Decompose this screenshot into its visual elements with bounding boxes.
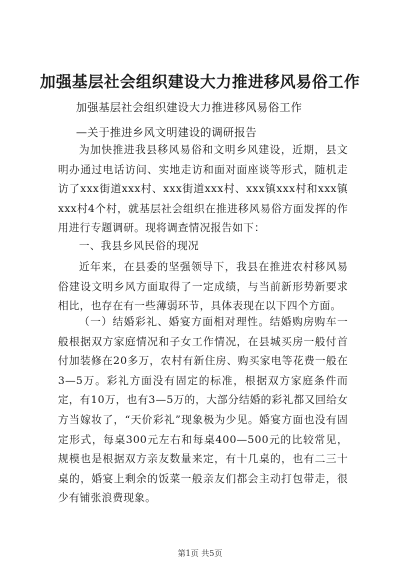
section-heading: 一、我县乡风民俗的现况 bbox=[79, 240, 199, 252]
document-sub-subtitle: —关于推进乡风文明建设的调研报告 bbox=[76, 126, 257, 139]
document-subtitle: 加强基层社会组织建设大力推进移风易俗工作 bbox=[76, 101, 302, 114]
document-title: 加强基层社会组织建设大力推进移风易俗工作 bbox=[39, 72, 360, 91]
paragraph-marriage: （一）结婚彩礼、婚宴方面相对理性。结婚购房购车一般根据双方家庭情况和子女工作情况，在县城买房一般付首付加装修在20多万，农村有新住房、购买家电等花费一般在3—5万。彩礼方面没有固定的标准，根据双方家庭条件而定，有10万，也有3—5万的，大部分结婚的彩礼都又回给女方当嫁妆了，“天价彩礼”现象极为少见。婚宴方面也没有固定形式，每桌300元左右和每桌400—500元的比较常见，规模也是根据双方亲友数量来定，有十几桌的，也有二三十桌的，婚宴上剩余的饭菜一般亲友们都会主动打包带走，很少有铺张浪费现象。 bbox=[58, 316, 348, 505]
paragraph-overview: 近年来，在县委的坚强领导下，我县在推进农村移风易俗建设文明乡风方面取得了一定成绩，与当前新形势新要求相比，也存在有一些薄弱环节，具体表现在以下四个方面。 bbox=[58, 261, 348, 313]
page-footer: 第1页 共5页 bbox=[177, 549, 223, 558]
paragraph-intro: 为加快推进我县移风易俗和文明乡风建设，近期，县文明办通过电话访问、实地走访和面对面座谈等形式，随机走访了xxx街道xxx村、xxx街道xxx村、xxx镇xxx村和xxx镇xxx村4个村，就基层社会组织在推进移风易俗方面发挥的作用进行专题调研。现将调查情况报告如下： bbox=[58, 144, 348, 235]
